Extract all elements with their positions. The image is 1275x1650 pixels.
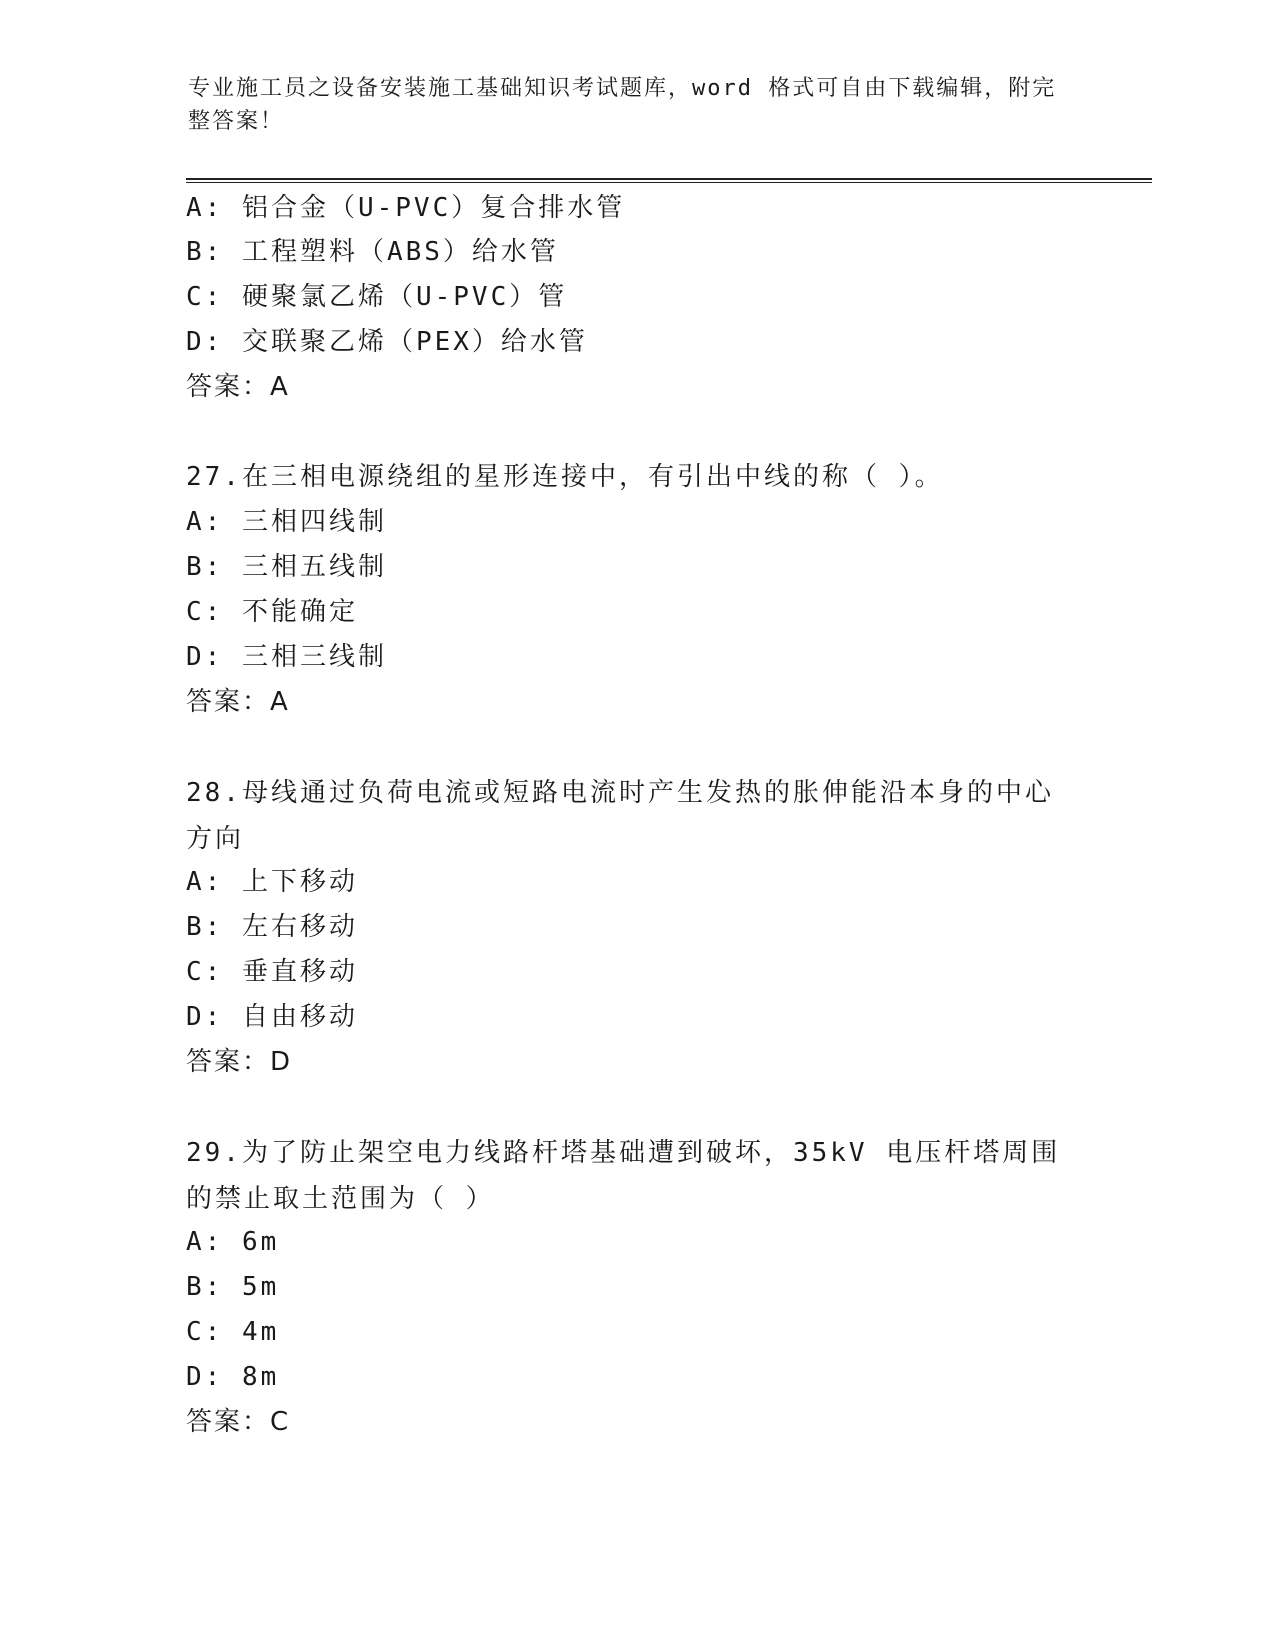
q27-option-b: B: 三相五线制 [186,552,387,582]
q27-question: 27.在三相电源绕组的星形连接中，有引出中线的称（ ）。 [186,462,944,492]
q28-option-d: D: 自由移动 [186,1002,358,1032]
q29-option-c: C: 4m [186,1317,280,1347]
q27-answer: 答案：A [186,687,290,717]
q28-option-c: C: 垂直移动 [186,957,358,987]
q26-option-a: A: 铝合金（U-PVC）复合排水管 [186,193,626,223]
q28-question: 28.母线通过负荷电流或短路电流时产生发热的胀伸能沿本身的中心方向 [186,778,1054,854]
q29-option-d: D: 8m [186,1362,280,1392]
q28-answer: 答案：D [186,1047,293,1077]
q26-option-d: D: 交联聚乙烯（PEX）给水管 [186,327,588,357]
q27-option-c: C: 不能确定 [186,597,358,627]
q28-option-b: B: 左右移动 [186,912,358,942]
q27-option-a: A: 三相四线制 [186,507,387,537]
document-header: 专业施工员之设备安装施工基础知识考试题库，word 格式可自由下载编辑，附完整答案！ [188,76,1057,134]
q26-option-c: C: 硬聚氯乙烯（U-PVC）管 [186,282,568,312]
q29-option-a: A: 6m [186,1227,280,1257]
q29-option-b: B: 5m [186,1272,280,1302]
q27-option-d: D: 三相三线制 [186,642,387,672]
q29-question: 29.为了防止架空电力线路杆塔基础遭到破坏，35kV 电压杆塔周围的禁止取土范围为（ ） [186,1138,1061,1214]
header-divider [186,178,1152,183]
q29-answer: 答案：C [186,1407,291,1437]
q26-option-b: B: 工程塑料（ABS）给水管 [186,237,559,267]
q26-answer: 答案：A [186,372,290,402]
q28-option-a: A: 上下移动 [186,867,358,897]
